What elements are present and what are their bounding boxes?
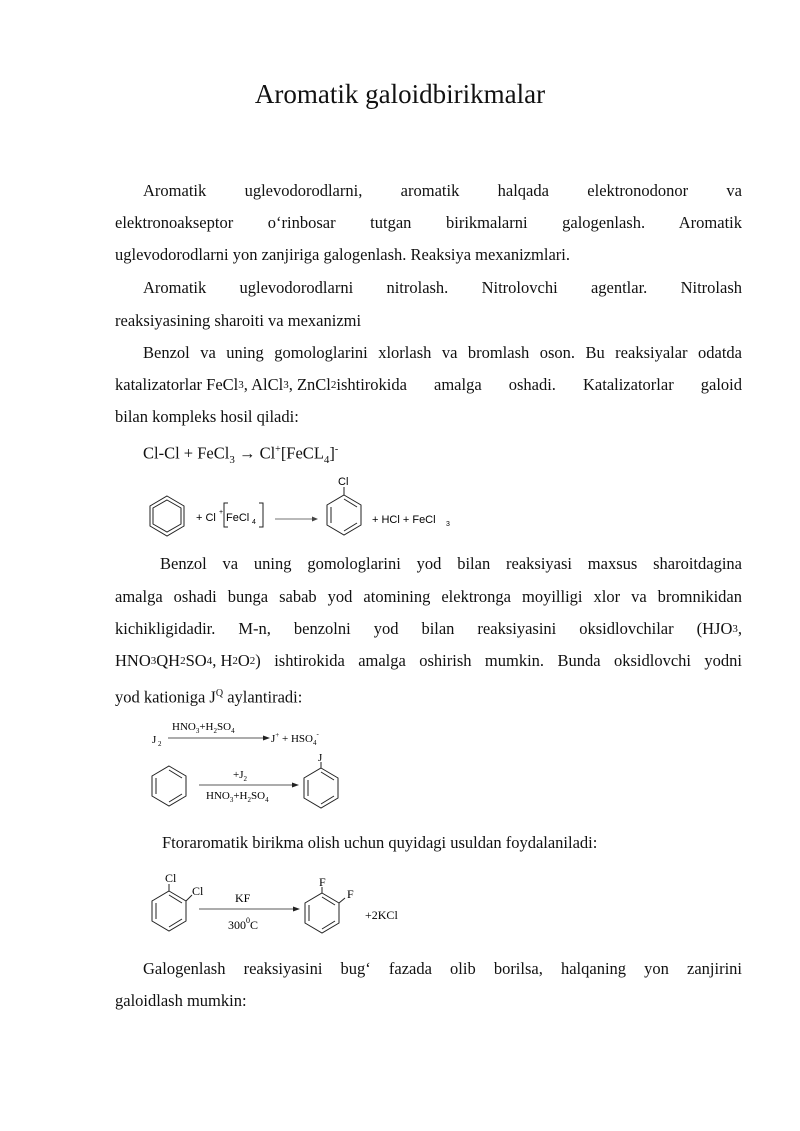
benzene-ring-icon	[152, 766, 186, 806]
paragraph-1-line-2: elektronoakseptor o‘rinbosar tutgan birikmalarni galogenlash. Aromatik	[115, 213, 742, 232]
bracket-left	[224, 503, 228, 527]
reaction-arrow-icon	[275, 517, 318, 522]
text: O	[237, 651, 250, 670]
cond-sub: 3	[229, 796, 234, 804]
paragraph-1-line-3: uglevodorodlarni yon zanjiriga galogenlash. Reaksiya mexanizmlari.	[115, 245, 570, 264]
subscript: 4	[323, 453, 330, 466]
paragraph-4-line-3	[115, 613, 742, 646]
paragraph-4-line-4	[115, 645, 742, 678]
p: J	[271, 733, 276, 745]
cond: +H	[233, 790, 248, 802]
paragraph-1-line-1: Aromatik uglevodorodlarni, aromatik halqada elektronodonor va	[143, 181, 742, 200]
superscript: +	[275, 444, 281, 455]
subscript: 2	[330, 379, 337, 391]
subscript: 4	[206, 655, 213, 667]
superscript: Q	[215, 688, 224, 699]
page-title: Aromatik galoidbirikmalar	[254, 79, 546, 109]
p-sup: +	[275, 731, 280, 739]
equation-1	[143, 434, 338, 476]
p: + HSO	[279, 733, 313, 745]
text: aylantiradi:	[223, 687, 303, 707]
j2-sub: 2	[158, 740, 162, 748]
subscript: 2	[249, 655, 256, 667]
paragraph-4-line-1: Benzol va uning gomologlarini yod bilan reaksiyasi maxsus sharoitdagina	[160, 554, 742, 573]
paragraph-2-line-2: reaksiyasining sharoiti va mexanizmi	[115, 311, 362, 330]
difluorobenzene-ring-icon	[305, 887, 345, 933]
subscript: 3	[229, 453, 235, 466]
products: + HCl + FeCl	[372, 514, 436, 526]
eq-part: ]	[329, 443, 335, 463]
reagent-cl: + Cl	[196, 512, 216, 524]
product-kcl: +2KCl	[365, 908, 398, 922]
iodobenzene-ring-icon	[304, 762, 338, 808]
text: kichikligidadir. M-n, benzolni yod bilan reaksiyasini oksidlovchilar (HJO	[115, 619, 733, 638]
cond: HNO	[172, 721, 196, 733]
superscript: -	[334, 444, 339, 455]
subscript: 3	[238, 379, 244, 391]
substituent-f-2: F	[347, 887, 354, 901]
reagent-j2	[233, 769, 247, 783]
paragraph-6-line-1: Galogenlash reaksiyasini bug‘ fazada olib borilsa, halqaning yon zanjirini	[143, 959, 742, 978]
reaction-arrow-icon	[168, 736, 270, 741]
products-sub: 3	[446, 521, 450, 528]
reagent-fecl: FeCl	[226, 512, 250, 524]
cond-sub: 4	[265, 796, 269, 804]
reagent-sub: 4	[252, 519, 256, 526]
subscript: 3	[283, 379, 289, 391]
paragraph-4-line-2: amalga oshadi bunga sabab yod atomining elektronga moyilligi xlor va bromnikidan	[115, 587, 742, 606]
substituent-cl-2: Cl	[192, 884, 204, 898]
dichlorobenzene-ring-icon	[152, 884, 192, 931]
r: +J	[233, 769, 244, 781]
text: ,	[737, 619, 742, 638]
text: , AlCl	[243, 375, 284, 394]
text: ) ishtirokida amalga oshirish mumkin. Bunda oksidlovchi yodni	[255, 651, 742, 670]
paragraph-3-line-3: bilan kompleks hosil qiladi:	[115, 407, 299, 426]
p-sub: 4	[312, 739, 317, 747]
temperature	[228, 916, 258, 932]
subscript: 2	[180, 655, 186, 667]
r-sub: 2	[243, 775, 247, 783]
t-sup: 0	[246, 916, 250, 925]
cond: +H	[199, 721, 214, 733]
paragraph-3-line-2	[115, 369, 742, 402]
subscript: 2	[232, 655, 238, 667]
subscript: 3	[732, 623, 738, 635]
t-unit: C	[250, 918, 259, 932]
text: , ZnCl	[288, 375, 331, 394]
text: katalizatorlar FeCl	[115, 375, 239, 394]
substituent-cl: Cl	[338, 476, 349, 488]
text: yod kationiga J	[115, 687, 216, 707]
text: SO	[185, 651, 207, 670]
paragraph-3-line-1: Benzol va uning gomologlarini xlorlash va bromlash oson. Bu reaksiyalar odatda	[143, 343, 742, 362]
paragraph-2-line-1: Aromatik uglevodorodlarni nitrolash. Nitrolovchi agentlar. Nitrolash	[143, 278, 742, 297]
cond-sub: 2	[247, 796, 251, 804]
text: QH	[156, 651, 181, 670]
substituent-f-1: F	[319, 875, 326, 889]
paragraph-6-line-2: galoidlash mumkin:	[115, 991, 247, 1010]
chlorobenzene-ring-icon	[327, 487, 361, 535]
subscript: 3	[150, 655, 157, 667]
cond-sub: 4	[231, 727, 235, 735]
eq-part: Cl-Cl + FeCl	[143, 443, 230, 463]
benzene-ring-icon	[150, 496, 184, 536]
eq-arrow: → Cl	[234, 443, 276, 463]
text: HNO	[115, 651, 151, 670]
reagent-kf: KF	[235, 891, 251, 905]
paragraph-5: Ftoraromatik birikma olish uchun quyidagi usuldan foydalaniladi:	[162, 833, 598, 852]
product-j	[271, 730, 319, 747]
reagent-plus: +	[219, 509, 224, 516]
iodine-j2: J	[152, 734, 157, 746]
text: , H	[212, 651, 233, 670]
paragraph-4-line-5	[115, 678, 302, 714]
p-sup: -	[316, 730, 319, 738]
bracket-right	[259, 503, 263, 527]
cond: HNO	[206, 790, 230, 802]
condition-top	[172, 721, 235, 735]
substituent-j: J	[318, 752, 323, 764]
text: ishtirokida amalga oshadi. Katalizatorlar galoid	[336, 375, 742, 394]
condition-bottom	[206, 790, 269, 804]
substituent-cl-1: Cl	[165, 871, 177, 885]
cond-sub: 3	[195, 727, 200, 735]
t: 300	[228, 918, 246, 932]
reaction-arrow-icon	[199, 907, 300, 912]
cond-sub: 2	[213, 727, 217, 735]
cond: SO	[251, 790, 266, 802]
cond: SO	[217, 721, 232, 733]
eq-part: [FeCL	[280, 443, 324, 463]
reaction-arrow-icon	[199, 783, 299, 788]
